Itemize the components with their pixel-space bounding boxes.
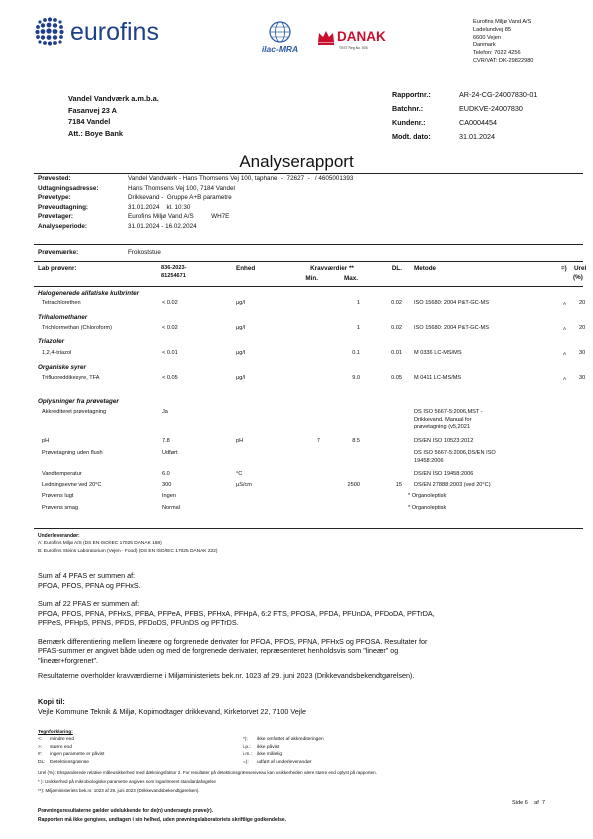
info-value: 31.01.2024 - 16.02.2024	[128, 222, 197, 230]
report-meta	[392, 90, 582, 146]
subcontractor-mark: A	[563, 301, 567, 306]
eurofins-logo	[34, 16, 184, 48]
subcontractor-mark: A	[563, 376, 567, 381]
conclusion: Resultaterne overholder kravværdierne i Miljøministeriets bek.nr. 1023 af 29. juni 2023 (Drikkevandsbekendtgørelsen).	[38, 670, 415, 680]
legend-item	[243, 759, 443, 767]
legend-text: Detektionsgrænse	[50, 759, 89, 765]
legend-item	[243, 744, 443, 752]
info-label: Prøvested:	[38, 175, 71, 182]
divider	[34, 244, 583, 245]
company-address	[473, 19, 583, 66]
divider	[34, 173, 583, 174]
legend-symbol: =):	[243, 759, 249, 765]
company-line: Eurofins Miljø Vand A/S	[473, 19, 532, 25]
legend-text: ingen parametre er påvist	[50, 752, 105, 757]
table-row	[0, 350, 593, 359]
result-value: < 0.05	[162, 375, 178, 381]
method-line: DS ISO 5667-5:2006,DS/EN ISO	[414, 450, 496, 456]
max-value: 1	[356, 300, 360, 306]
method	[414, 409, 483, 432]
recipient-address	[68, 93, 159, 139]
footer-line: Rapporten må ikke gengives, undtagen i sin helhed, uden prøvningslaboratoriets skriftlige godkendelse.	[38, 817, 287, 823]
param-name: Prøvens smag	[42, 505, 79, 511]
table-row	[0, 300, 593, 309]
legend-symbol: #:	[38, 752, 43, 757]
divider	[34, 528, 583, 529]
param-name: 1,2,4-triazol	[42, 350, 72, 356]
legend-item	[243, 751, 443, 759]
copy-to	[38, 697, 583, 716]
max-value: 1	[356, 325, 360, 331]
column-header: (%)	[573, 274, 583, 281]
column-header: Kravværdier **	[310, 265, 354, 272]
crown-icon	[316, 28, 336, 46]
group-title: Organiske syrer	[38, 364, 86, 371]
max-value: 0.1	[352, 350, 360, 356]
param-name: Trifluoreddikesyre, TFA	[42, 375, 100, 381]
info-value: Vandel Vandværk - Hans Thomsens Vej 100, taphane - 72627 - / 4605001393	[128, 175, 354, 182]
legend-text: ikke målelig	[257, 752, 283, 757]
dl-value: 0.02	[391, 325, 402, 331]
ilac-mra-logo	[254, 20, 306, 58]
method: M 0336 LC-MS/MS	[414, 350, 462, 356]
dl-value: 0.05	[391, 375, 402, 381]
result-value: Ingen	[162, 493, 176, 499]
legend-symbol: >:	[38, 744, 43, 750]
method-line: prøvetagning (v5,2021	[414, 424, 470, 431]
method: * Organoleptisk	[408, 505, 447, 511]
column-header: Enhed	[236, 265, 256, 272]
subcontractors	[38, 532, 578, 555]
urel-value: 30	[579, 350, 586, 356]
result-value: < 0.02	[162, 325, 178, 331]
results-group	[0, 288, 593, 312]
legend-text: udført af underleverandør	[257, 759, 312, 765]
result-value: 6.0	[162, 471, 170, 477]
method-line: Drikkevand. Manual for	[414, 416, 472, 423]
info-label: Prøvetype:	[38, 194, 71, 202]
table-row	[0, 505, 593, 514]
min-value: 7	[316, 438, 320, 444]
info-label: Analyseperiode:	[38, 222, 87, 230]
legend-symbol: i.p.:	[243, 744, 251, 750]
subcontractor-line: B: Eurofins Steins Laboratorium (Vejen - Food) (DS EN ISO/IEC 17025 DANAK 222)	[38, 548, 218, 554]
results-group	[0, 336, 593, 360]
footnote: * ): Usikkerhed på mikrobiologiske parametre angives som logaritmeret standardafvigelse	[38, 779, 216, 784]
sample-id: 81254671	[161, 273, 186, 279]
legend-symbol: <:	[38, 737, 43, 742]
company-line: CVR/VAT: DK-29822980	[473, 57, 534, 64]
note-line: Sum af 4 PFAS er summen af:	[38, 571, 136, 580]
param-name: Vandtemperatur	[42, 471, 82, 477]
ilac-text: ilac-MRA	[261, 44, 299, 54]
note-line: PFOA, PFOS, PFNA, PFHxS, PFBA, PFPeA, PFBS, PFHxA, PFHpA, 6:2 FTS, PFOSA, PFDA, PFUnDA, PFDoDA, PFTrDA,	[38, 608, 435, 618]
legend-symbol: *):	[243, 737, 248, 742]
recipient-line: Vandel Vandværk a.m.b.a.	[68, 94, 159, 103]
results-group	[0, 362, 593, 386]
info-label: Prøveudtagning:	[38, 203, 89, 211]
max-value: 2500	[347, 482, 360, 488]
param-name: Prøvetagning uden flush	[42, 450, 103, 456]
company-line: Danmark	[473, 42, 496, 49]
received-date: 31.01.2024	[459, 132, 495, 141]
unit: µg/l	[236, 350, 246, 356]
param-name: Tetrachlorethen	[42, 300, 81, 306]
urel-value: 30	[579, 375, 586, 381]
unit: pH	[236, 438, 244, 444]
table-row	[0, 450, 593, 468]
info-label: Prøvemærke:	[38, 249, 79, 256]
eurofins-dots-icon	[34, 16, 66, 48]
unit: °C	[236, 471, 243, 477]
note-line: Sum af 22 PFAS er summen af:	[38, 598, 140, 608]
copy-recipient: Vejle Kommune Teknik & Miljø, Kopimodtager drikkevand, Kirketorvet 22, 7100 Vejle	[38, 706, 306, 716]
meta-label: Rapportnr.:	[392, 90, 431, 99]
legend	[38, 729, 583, 795]
unit: µg/l	[236, 325, 246, 331]
legend-text: ikke omfattet af akkrediteringen	[257, 737, 324, 742]
table-row	[0, 375, 593, 384]
legend-item	[38, 751, 258, 759]
result-value: 300	[162, 482, 172, 488]
subcontractor-mark: A	[563, 326, 567, 331]
unit: µg/l	[236, 300, 246, 306]
column-header: Metode	[414, 265, 437, 272]
info-value: Eurofins Miljø Vand A/S WH7E	[128, 213, 230, 221]
legend-item	[38, 744, 258, 752]
method: DS/EN 27888:2003 (ved 20°C)	[414, 482, 491, 488]
footnote: Urel (%): Ekspanderede relative måleusikkerhed med dækningsfaktor 2. For resultater på detektionsgrænseniveau kan usikkerheden være større end oplyst på rapporten.	[38, 770, 377, 775]
section-title: Kopi til:	[38, 697, 65, 706]
subcontractor-mark: A	[563, 351, 567, 356]
legend-title: Tegnforklaring:	[38, 730, 73, 735]
dl-value: 0.02	[391, 300, 402, 306]
footnote: **): Miljøministeriets bek.nr. 1023 af 29. juni 2023 (Drikkevandsbekendtgørelsen).	[38, 788, 200, 793]
legend-item	[38, 759, 258, 767]
table-row	[0, 325, 593, 334]
table-row	[0, 438, 593, 447]
info-value: 31.01.2024 kl. 10:30	[128, 203, 191, 211]
legend-text: ikke påvist	[257, 744, 280, 750]
method: DS/EN ISO 10523:2012	[414, 438, 474, 444]
unit: µS/cm	[236, 482, 252, 488]
group-title: Triazoler	[38, 338, 65, 345]
results-group	[0, 312, 593, 336]
table-row	[0, 471, 593, 480]
method: ISO 15680: 2004 P&T-GC-MS	[414, 300, 489, 306]
dl-value: 0.01	[391, 350, 402, 356]
company-line: 6600 Vejen	[473, 34, 501, 41]
legend-text: mindre end	[50, 737, 74, 742]
column-header: Lab prøvenr:	[38, 265, 77, 272]
method-line: DS ISO 5667-5:2006,MST -	[414, 409, 483, 415]
page-title: Analyserapport	[239, 152, 354, 171]
result-value: Normal	[162, 505, 181, 511]
method: DS/EN ISO 19458:2006	[414, 471, 474, 477]
info-label: Udtagningsadresse:	[38, 184, 99, 192]
sample-mark: Frokoststue	[128, 249, 161, 256]
brand-name: eurofins	[70, 18, 159, 46]
urel-value: 20	[579, 325, 586, 331]
divider	[34, 286, 583, 287]
table-row	[0, 493, 593, 502]
danak-logo	[316, 28, 396, 56]
result-value: < 0.02	[162, 300, 178, 306]
danak-reg: TEST Reg.No. 505	[339, 46, 368, 50]
recipient-line: Fasanvej 23 A	[68, 105, 118, 115]
param-name: Ledningsevne ved 20°C	[42, 482, 102, 488]
legend-item	[38, 736, 258, 744]
note-line: PFAS-summer er angivet både uden og med de forgrenede derivater, repræsenteret henholdsvis som "lineær" og	[38, 646, 399, 656]
max-value: 9.0	[352, 375, 360, 381]
report-number: AR-24-CG-24007830-01	[459, 90, 538, 99]
footer-line: Prøvningsresultaterne gælder udelukkende for de(n) undersøgte prøve(r).	[38, 808, 214, 814]
sampler-info-section	[0, 396, 593, 521]
unit: µg/l	[236, 375, 246, 381]
method	[414, 450, 496, 465]
group-title: Oplysninger fra prøvetager	[38, 398, 119, 405]
subcontractor-line: A: Eurofins Miljø A/S (DS EN ISO/IEC 17025 DANAK 168)	[38, 541, 162, 546]
param-name: Trichlormethan (Chloroform)	[42, 325, 113, 331]
page-number: Side 6 af 7	[512, 800, 545, 806]
group-title: Halogenerede alifatiske kulbrinter	[38, 290, 140, 297]
recipient-line: 7184 Vandel	[68, 117, 111, 126]
meta-label: Modt. dato:	[392, 132, 431, 141]
max-value: 8.5	[352, 438, 360, 444]
urel-value: 20	[579, 300, 586, 306]
meta-label: Kundenr.:	[392, 118, 426, 127]
company-line: Ladelundvej 85	[473, 26, 511, 33]
note-line: PFPeS, PFHpS, PFNS, PFDS, PFDoDS, PFUnDS og PFTrDS.	[38, 618, 239, 628]
legend-item	[243, 736, 443, 744]
divider	[34, 261, 583, 262]
method: ISO 15680: 2004 P&T-GC-MS	[414, 325, 489, 331]
method: M 0411 LC-MS/MS	[414, 375, 462, 381]
result-value: Udført	[162, 450, 178, 456]
info-value: Hans Thomsens Vej 100, 7184 Vandel	[128, 184, 235, 192]
column-header: DL.	[391, 265, 402, 272]
column-header: Max.	[344, 275, 358, 282]
customer-number: CA0004454	[459, 118, 497, 127]
recipient-line: Att.: Boye Bank	[68, 128, 124, 138]
group-title: Trihalomethaner	[38, 314, 88, 321]
column-header: =)	[561, 265, 567, 272]
note-line: PFOA, PFOS, PFNA og PFHxS.	[38, 580, 141, 590]
column-header: Urel	[574, 265, 587, 272]
sample-info	[38, 175, 583, 233]
meta-label: Batchnr.:	[392, 104, 424, 113]
legend-symbol: i.m.:	[243, 752, 253, 757]
result-value: 7.8	[162, 438, 170, 444]
param-name: Prøvens lugt	[42, 493, 74, 499]
result-value: < 0.01	[162, 350, 178, 356]
method-line: 19458:2006	[414, 457, 444, 464]
danak-text: DANAK	[337, 29, 386, 44]
pfas-notes	[38, 571, 583, 680]
table-row	[0, 482, 593, 491]
column-header: Min.	[305, 275, 318, 282]
info-label: Prøvetager:	[38, 213, 73, 221]
note-line: Bemærk differentiering mellem lineære og forgrenede derivater for PFOA, PFOS, PFNA, PFHxS og PFOSA. Resultater for	[38, 636, 428, 646]
table-header	[0, 263, 593, 287]
section-title: Underleverandør:	[38, 533, 80, 539]
param-name: Akkrediteret prøvetagning	[42, 409, 107, 415]
company-line: Telefon: 7022 4256	[473, 50, 521, 57]
info-value: Drikkevand - Gruppe A+B parametre	[128, 194, 232, 202]
param-name: pH	[42, 438, 50, 444]
legend-text: større end	[50, 744, 72, 750]
provemaerke	[38, 249, 338, 258]
batch-number: EUDKVE-24007830	[459, 104, 523, 113]
legend-symbol: DL:	[38, 759, 46, 765]
sample-id: 836-2023-	[161, 265, 187, 271]
result-value: Ja	[162, 409, 168, 415]
method: * Organoleptisk	[408, 493, 447, 499]
note-line: "lineær+forgrenet".	[38, 655, 99, 665]
table-row	[0, 409, 593, 435]
dl-value: 15	[395, 482, 402, 488]
